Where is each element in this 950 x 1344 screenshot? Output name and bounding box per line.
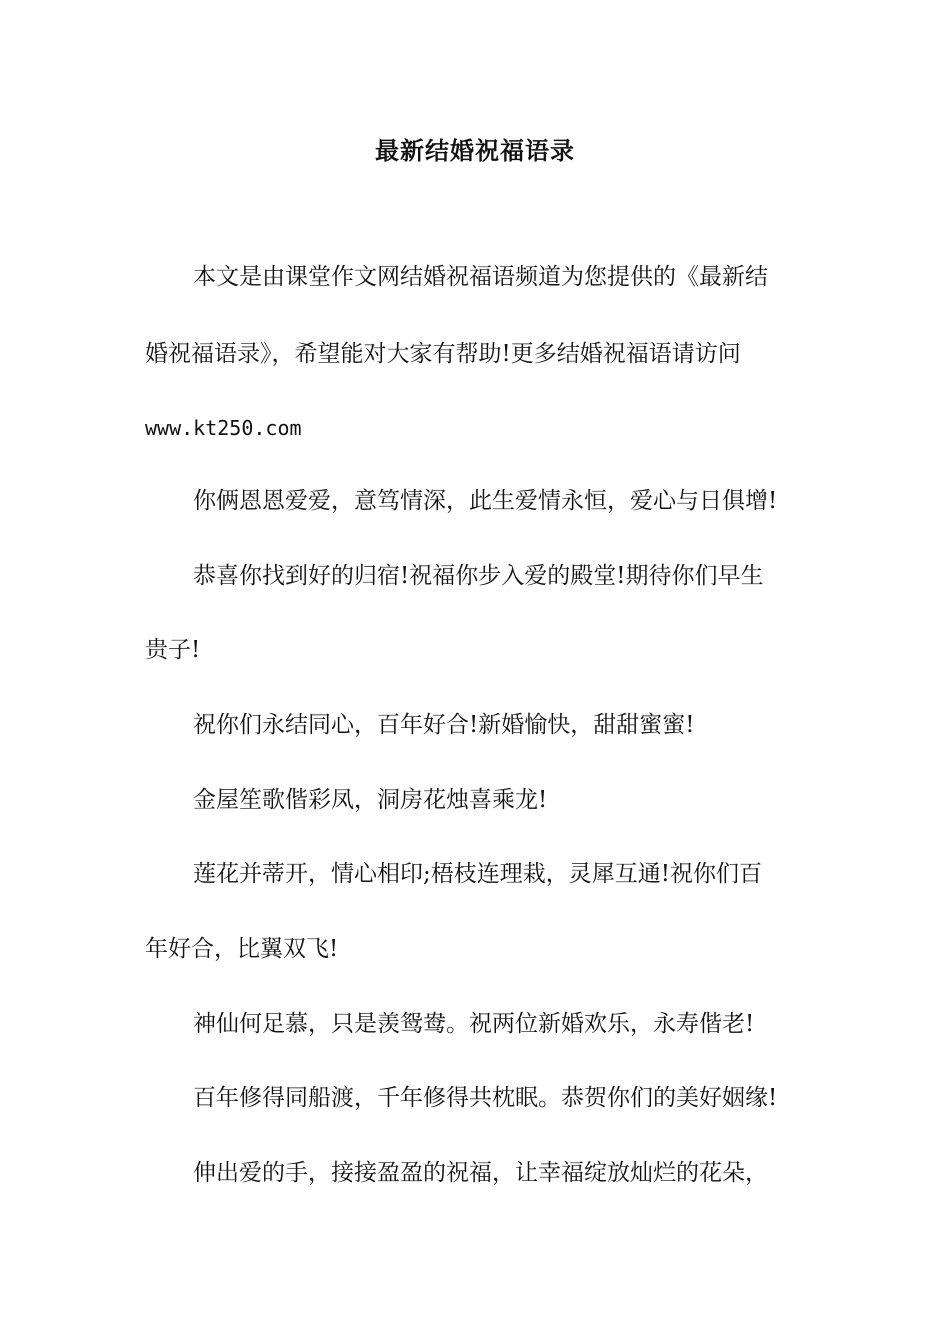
blessing-6: 神仙何足慕，只是羡鸳鸯。祝两位新婚欢乐，永寿偕老! [193,1011,755,1037]
blessing-2-line-1: 恭喜你找到好的归宿!祝福你步入爱的殿堂!期待你们早生 [193,563,764,589]
blessing-5-line-2: 年好合，比翼双飞! [145,936,339,962]
blessing-8-line-1: 伸出爱的手，接接盈盈的祝福，让幸福绽放灿烂的花朵， [193,1160,768,1186]
website-url: www.kt250.com [145,416,302,440]
blessing-5-line-1: 莲花并蒂开，情心相印;梧枝连理栽，灵犀互通!祝你们百 [193,861,762,887]
blessing-3: 祝你们永结同心，百年好合!新婚愉快，甜甜蜜蜜! [193,712,695,738]
blessing-2-line-2: 贵子! [145,637,201,663]
document-title: 最新结婚祝福语录 [375,136,575,165]
paragraph-intro-line-2: 婚祝福语录》，希望能对大家有帮助!更多结婚祝福语请访问 [145,341,741,367]
blessing-7: 百年修得同船渡，千年修得共枕眠。恭贺你们的美好姻缘! [193,1085,778,1111]
blessing-1: 你俩恩恩爱爱，意笃情深，此生爱情永恒，爱心与日俱增! [193,488,778,514]
blessing-4: 金屋笙歌偕彩凤，洞房花烛喜乘龙! [193,787,548,813]
paragraph-intro-line-1: 本文是由课堂作文网结婚祝福语频道为您提供的《最新结 [193,264,768,290]
